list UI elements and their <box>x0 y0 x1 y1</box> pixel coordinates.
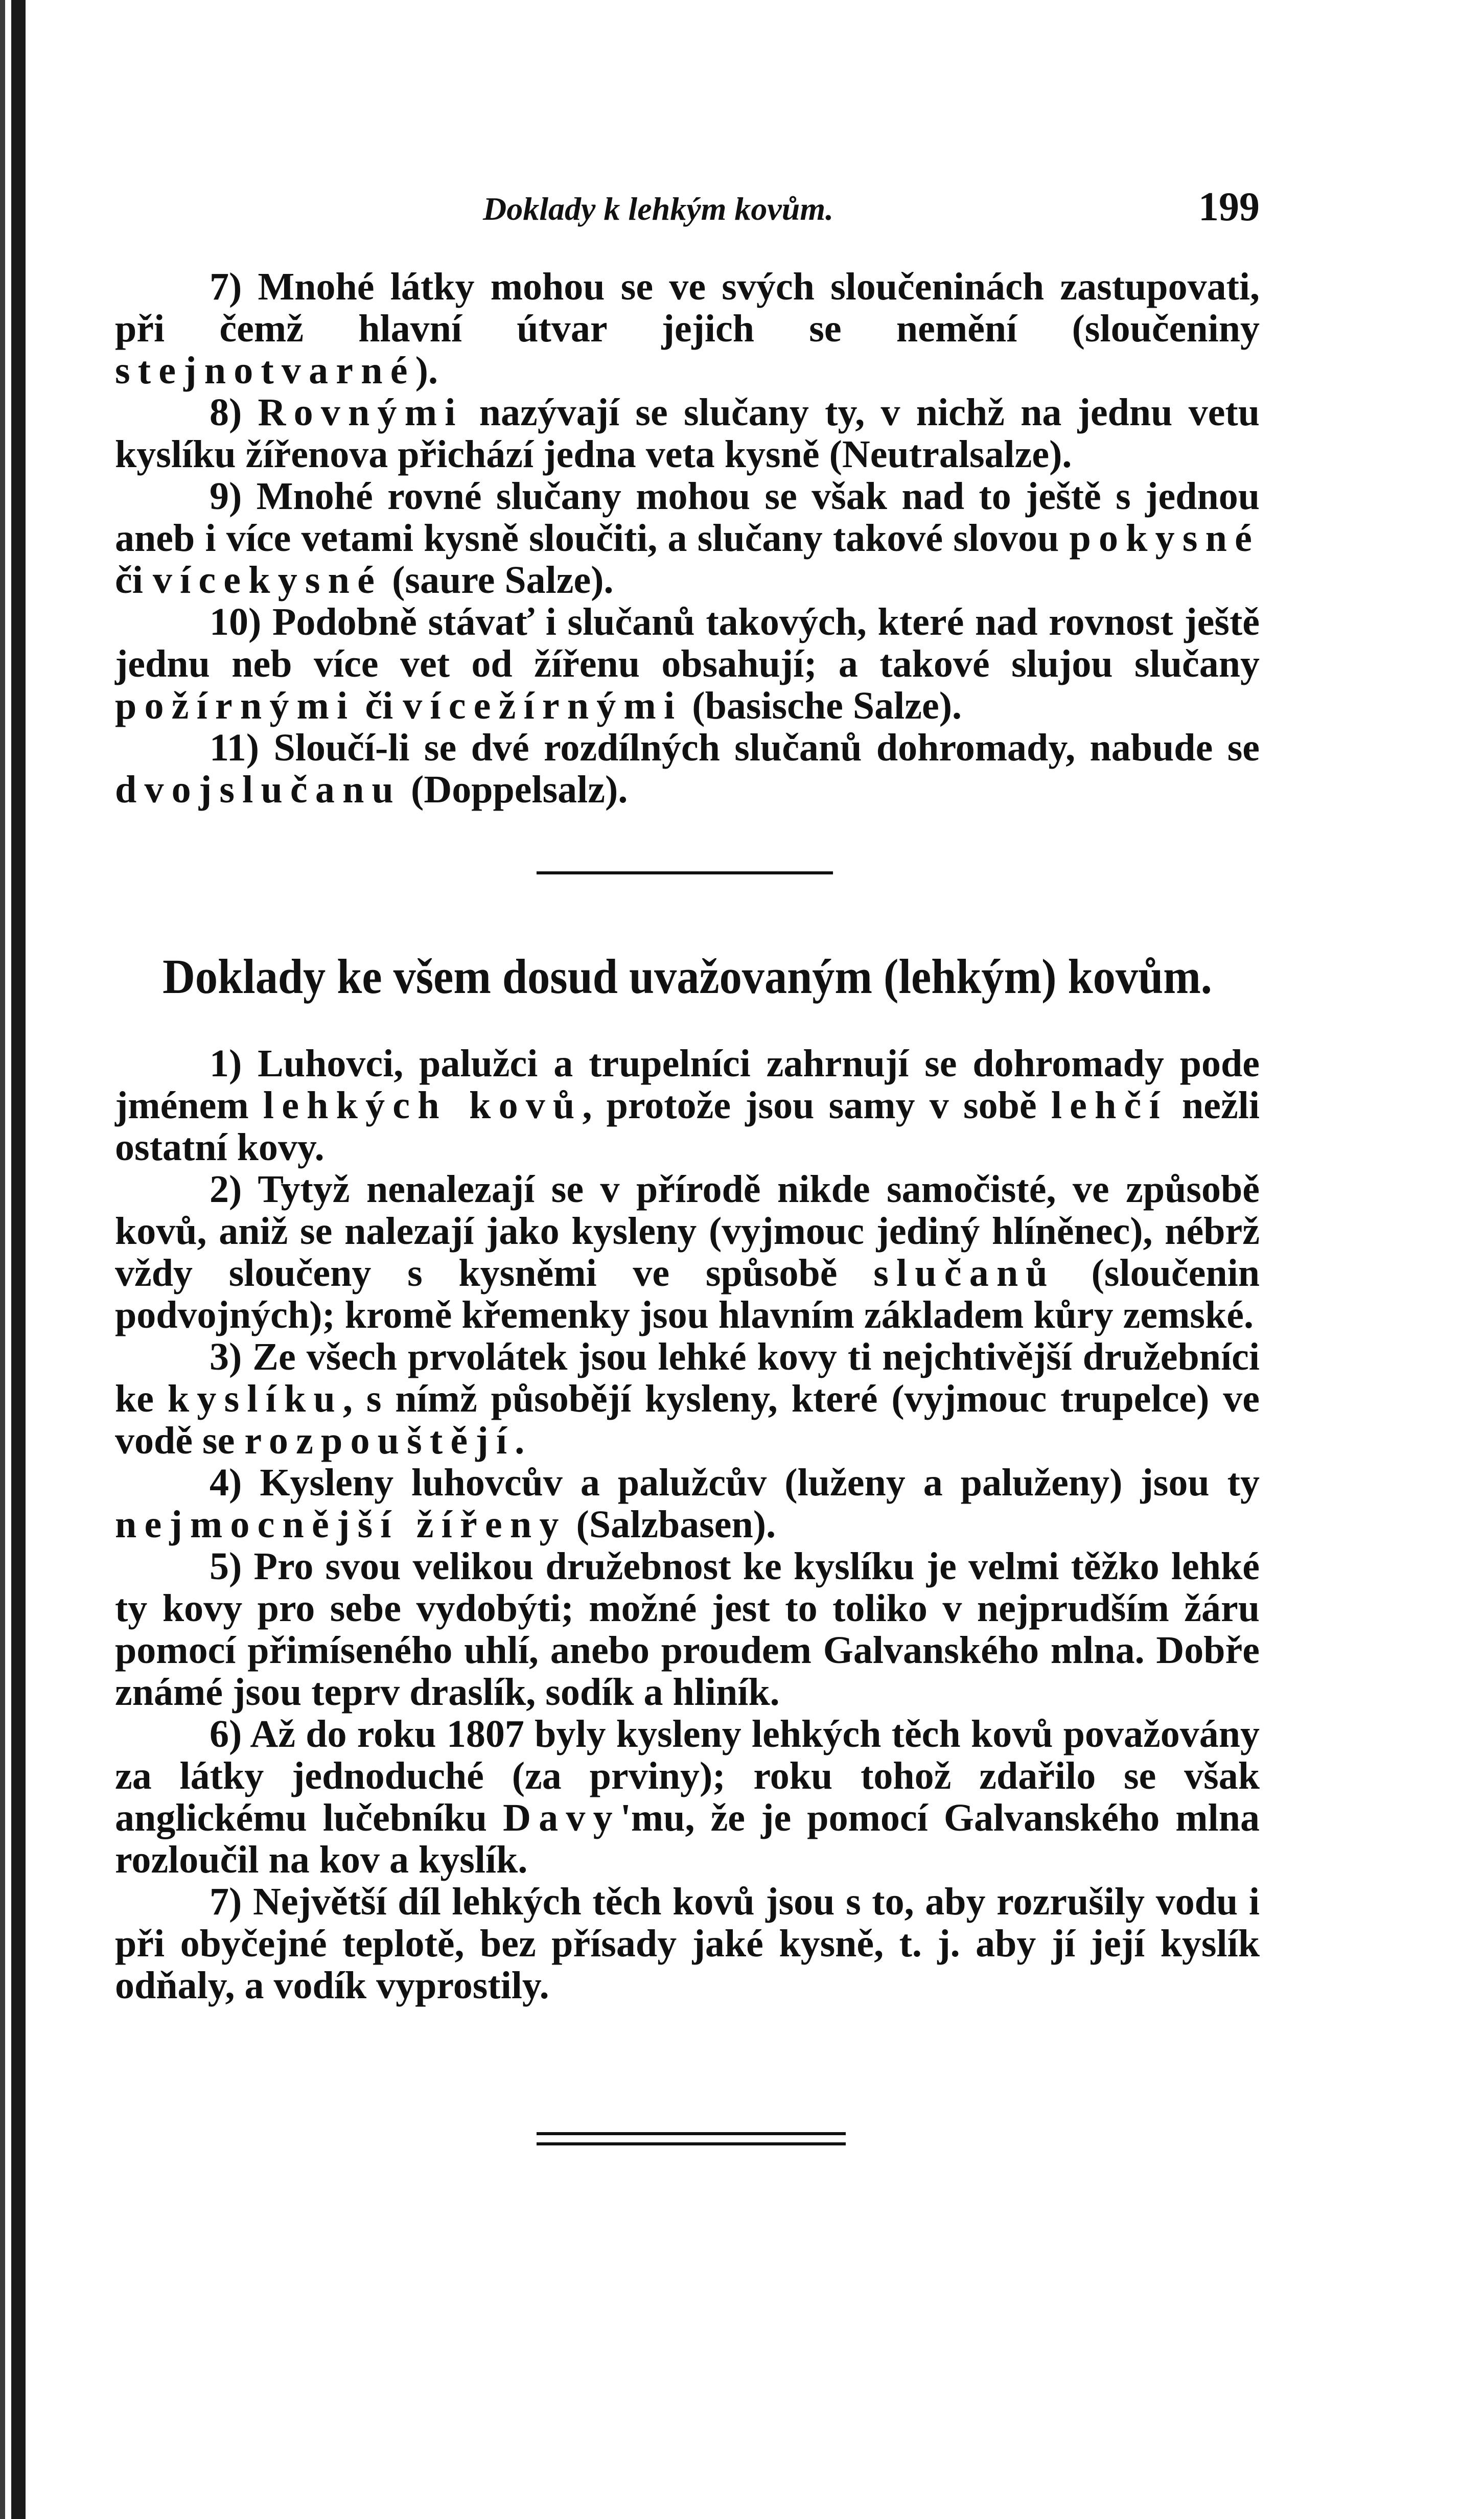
paragraph-4: 4) Kysleny luhovcův a palužcův (luženy a paluženy) jsou ty nejmocnější žířeny (Salzbasen). <box>115 1461 1260 1546</box>
end-rule-top <box>537 2132 846 2135</box>
running-head: Doklady k lehkým kovům. <box>483 191 834 227</box>
paragraph-6: 6) Až do roku 1807 byly kysleny lehkých těch kovů považovány za látky jednoduché (za prviny); roku tohož zdařilo se však anglickému lučebníku Davy'mu, že je pomocí Galvanského mlna rozloučil na kov a kyslík. <box>115 1713 1260 1881</box>
section-2-paragraphs <box>115 1043 1260 2006</box>
paragraph-9: 9) Mnohé rovné slučany mohou se však nad to ještě s jednou aneb i více vetami kysně sloučiti, a slučany takové slovou pokysné či vícekysné (saure Salze). <box>115 475 1260 602</box>
paragraph-3: 3) Ze všech prvolátek jsou lehké kovy ti nejchtivější družebníci ke kyslíku, s nímž působějí kysleny, které (vyjmouc trupelce) ve vodě se rozpouštějí. <box>115 1335 1260 1462</box>
paragraph-1: 1) Luhovci, palužci a trupelníci zahrnují se dohromady pode jménem lehkých kovů, protože jsou samy v sobě lehčí nežli ostatní kovy. <box>115 1042 1260 1169</box>
paragraph-8: 8) Rovnými nazývají se slučany ty, v nichž na jednu vetu kyslíku žířenova přichází jedna veta kysně (Neutralsalze). <box>115 391 1260 476</box>
paragraph-7: 7) Největší díl lehkých těch kovů jsou s to, aby rozrušily vodu i při obyčejné teplotě, bez přísady jaké kysně, t. j. aby jí její kyslík odňaly, a vodík vyprostily. <box>115 1880 1260 2007</box>
end-rule-bottom <box>537 2142 846 2145</box>
paragraph-2: 2) Tytyž nenalezají se v přírodě nikde samočisté, ve způsobě kovů, aniž se nalezají jako kysleny (vyjmouc jediný hlíněnec), nébrž vždy sloučeny s kysněmi ve spůsobě slučanů (sloučenin podvojných); kromě křemenky jsou hlavním základem kůry zemské. <box>115 1168 1260 1336</box>
paragraph-5: 5) Pro svou velikou družebnost ke kyslíku je velmi těžko lehké ty kovy pro sebe vydobýti; možné jest to toliko v nejprudším žáru pomocí přimíseného uhlí, anebo proudem Galvanského mlna. Dobře známé jsou teprv draslík, sodík a hliník. <box>115 1545 1260 1714</box>
paragraph-10: 10) Podobně stávať i slučanů takových, které nad rovnost ještě jednu neb více vet od žířenu obsahují; a takové slujou slučany požírnými či vícežírnými (basische Salze). <box>115 600 1260 727</box>
book-spine-edge <box>0 0 5 2519</box>
page-number: 199 <box>1198 184 1260 229</box>
paragraph-11: 11) Sloučí-li se dvé rozdílných slučanů dohromady, nabude se dvojslučanu (Doppelsalz). <box>115 726 1260 811</box>
paragraph-7: 7) Mnohé látky mohou se ve svých sloučeninách zastupovati, při čemž hlavní útvar jejich se nemění (sloučeniny stejnotvarné). <box>115 265 1260 392</box>
section-divider <box>537 871 833 874</box>
section-title: Doklady ke všem dosud uvažovaným (lehkým) kovům. <box>163 949 1212 1004</box>
section-1-paragraphs <box>115 266 1260 811</box>
page-header <box>115 184 1260 240</box>
book-spine-shadow <box>11 0 26 2519</box>
